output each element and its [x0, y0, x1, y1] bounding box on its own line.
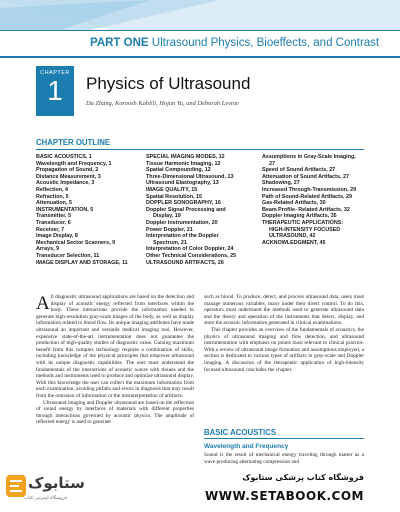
outline-item[interactable]: Interpretation of the Doppler: [146, 233, 219, 240]
outline-item[interactable]: HIGH-INTENSITY FOCUSED: [269, 226, 341, 233]
outline-column-1: [36, 154, 128, 266]
outline-item[interactable]: Transmitter, 5: [36, 213, 72, 220]
outline-item[interactable]: DOPPLER SONOGRAPHY, 16: [146, 200, 221, 207]
outline-column-3: [262, 154, 356, 246]
drop-cap: A: [36, 293, 50, 314]
body-right-column-lower: [204, 452, 364, 465]
chapter-title: Physics of Ultrasound: [86, 74, 251, 93]
outline-item[interactable]: Shadowing, 27: [262, 180, 300, 187]
body-paragraph-text: ll diagnostic ultrasound applications are based on the detection and display of acoustic energy reflected from interfaces within the body. These interactions provide the information needed to generate high-resolution gray-scale images of the body, as well as display information related to blood flow. Its unique imaging attributes have made ultrasound an important and versatile medical imaging tool. However, expensive state-of-the-art instrumentation does not guarantee the production of high-quality studies of diagnostic value. Gaining maximum benefit from this complex technology requires a combination of skills, including knowledge of the physical principles that empower ultrasound with its unique diagnostic capabilities. The user must understand the fundamentals of the interactions of acoustic waves with tissues and the methods and instruments used to produce and optimize ultrasound display. With this knowledge the user can collect the maximum information from each examination, avoiding pitfalls and errors in diagnosis that may result from the omission of information or the misinterpretation of artifacts.: [36, 294, 194, 399]
outline-item[interactable]: Wavelength and Frequency, 1: [36, 160, 112, 167]
outline-item[interactable]: Attenuation of Sound Artifacts, 27: [262, 173, 349, 180]
outline-item[interactable]: Beam Profile- Related Artifacts, 32: [262, 206, 350, 213]
outline-item[interactable]: Doppler Instrumentation, 20: [146, 219, 218, 226]
outline-item[interactable]: Spatial Compounding, 12: [146, 167, 211, 174]
section-heading: BASIC ACOUSTICS: [204, 428, 277, 437]
outline-item[interactable]: Three-Dimensional Ultrasound, 13: [146, 173, 234, 180]
outline-item[interactable]: Path of Sound-Related Artifacts, 29: [262, 193, 352, 200]
body-paragraph: Sound is the result of mechanical energy traveling through matter as a wave producing alternating compression and: [204, 452, 364, 465]
section-divider: [204, 438, 364, 439]
part-title: [90, 37, 379, 49]
outline-item[interactable]: Tissue Harmonic Imaging, 12: [146, 160, 221, 167]
logo-tagline: فروشگاه اینترنتی کتاب: [24, 496, 67, 501]
chapter-label: CHAPTER: [40, 70, 70, 76]
outline-item[interactable]: IMAGE DISPLAY AND STORAGE, 11: [36, 259, 128, 266]
watermark-persian-text: فروشگاه کتاب پزشکی ستابوک: [242, 473, 364, 482]
watermark-footer: [0, 470, 400, 512]
body-paragraph: [36, 294, 194, 400]
body-left-column: [36, 294, 194, 426]
outline-heading: CHAPTER OUTLINE: [36, 138, 111, 147]
outline-item[interactable]: BASIC ACOUSTICS, 1: [36, 154, 92, 160]
part-subtitle: Ultrasound Physics, Bioeffects, and Contrast: [151, 37, 380, 49]
outline-item[interactable]: Power Doppler, 21: [146, 226, 193, 233]
part-banner: [0, 0, 400, 62]
outline-item[interactable]: Transducer Selection, 11: [36, 252, 100, 259]
logo-wordmark: ستابوک: [28, 474, 85, 492]
outline-item[interactable]: Receiver, 7: [36, 226, 65, 233]
chapter-number-block: [36, 66, 74, 116]
chapter-number: 1: [47, 75, 63, 106]
body-paragraph: Ultrasound imaging and Doppler ultrasound are based on the reflection of sound energy by interfaces of materials with different properties through interactions governed by acoustic physics. The amplitude of reflected energy is used to generate: [36, 399, 194, 426]
outline-item[interactable]: ACKNOWLEDGMENT, 45: [262, 239, 326, 246]
body-paragraph: such as blood. To produce, detect, and process ultrasound data, users must manage numerous variables, many under their direct control. To do this, operators must understand the methods used to generate ultrasound data and the theory and operation of the instruments that detect, display, and store the acoustic information generated in clinical examinations.: [204, 294, 364, 327]
outline-item[interactable]: Arrays, 9: [36, 246, 60, 253]
outline-item[interactable]: Doppler Imaging Artifacts, 35: [262, 213, 337, 220]
outline-column-2: [146, 154, 236, 266]
outline-item[interactable]: Gas-Related Artifacts, 30: [262, 200, 326, 207]
outline-item[interactable]: 27: [269, 160, 275, 167]
outline-item[interactable]: Doppler Signal Processing and: [146, 206, 226, 213]
outline-item[interactable]: Spectrum, 21: [153, 239, 187, 246]
outline-item[interactable]: Display, 19: [153, 213, 181, 220]
outline-item[interactable]: THERAPEUTIC APPLICATIONS:: [262, 219, 344, 226]
part-label: PART ONE: [90, 37, 149, 49]
outline-item[interactable]: ULTRASOUND, 42: [269, 233, 316, 240]
outline-item[interactable]: Image Display, 8: [36, 233, 78, 240]
outline-item[interactable]: Assumptions in Gray-Scale Imaging,: [262, 154, 356, 160]
outline-item[interactable]: Interpretation of Color Doppler, 24: [146, 246, 234, 253]
outline-item[interactable]: Propagation of Sound, 2: [36, 167, 99, 174]
outline-item[interactable]: Ultrasound Elastography, 13: [146, 180, 219, 187]
outline-item[interactable]: Acoustic Impedance, 3: [36, 180, 95, 187]
outline-item[interactable]: INSTRUMENTATION, 5: [36, 206, 94, 213]
outline-item[interactable]: Other Technical Considerations, 25: [146, 252, 237, 259]
outline-item[interactable]: SPECIAL IMAGING MODES, 12: [146, 154, 225, 160]
outline-item[interactable]: Increased Through-Transmission, 29: [262, 186, 357, 193]
outline-divider: [36, 149, 364, 150]
outline-item[interactable]: Speed of Sound Artifacts, 27: [262, 167, 336, 174]
outline-item[interactable]: Distance Measurement, 3: [36, 173, 101, 180]
outline-item[interactable]: Refraction, 5: [36, 193, 69, 200]
outline-item[interactable]: Reflection, 4: [36, 186, 69, 193]
body-right-column: [204, 294, 364, 373]
outline-item[interactable]: Transducer, 6: [36, 219, 71, 226]
body-paragraph: This chapter provides an overview of the fundamentals of acoustics, the physics of ultrasound imaging and flow detection, and ultrasound instrumentation with emphasis on points most relevant to clinical practice. With a review of ultrasound image formation and assumptions employed, a section is dedicated to various types of artifacts in gray-scale and Doppler imaging. A discussion of the therapeutic application of high-intensity focused ultrasound concludes the chapter.: [204, 326, 364, 373]
chapter-authors: Da Zhang, Koroosh Kahlili, Hojun Yu, and Deborah Levine: [86, 100, 239, 107]
outline-item[interactable]: Mechanical Sector Scanners, 9: [36, 239, 116, 246]
outline-item[interactable]: Attenuation, 5: [36, 200, 72, 207]
subsection-heading: Wavelength and Frequency: [204, 443, 289, 450]
watermark-url[interactable]: WWW.SETABOOK.COM: [204, 489, 364, 503]
outline-item[interactable]: IMAGE QUALITY, 15: [146, 186, 198, 193]
outline-item[interactable]: Spatial Resolution, 15: [146, 193, 203, 200]
outline-item[interactable]: ULTRASOUND ARTIFACTS, 26: [146, 259, 224, 266]
